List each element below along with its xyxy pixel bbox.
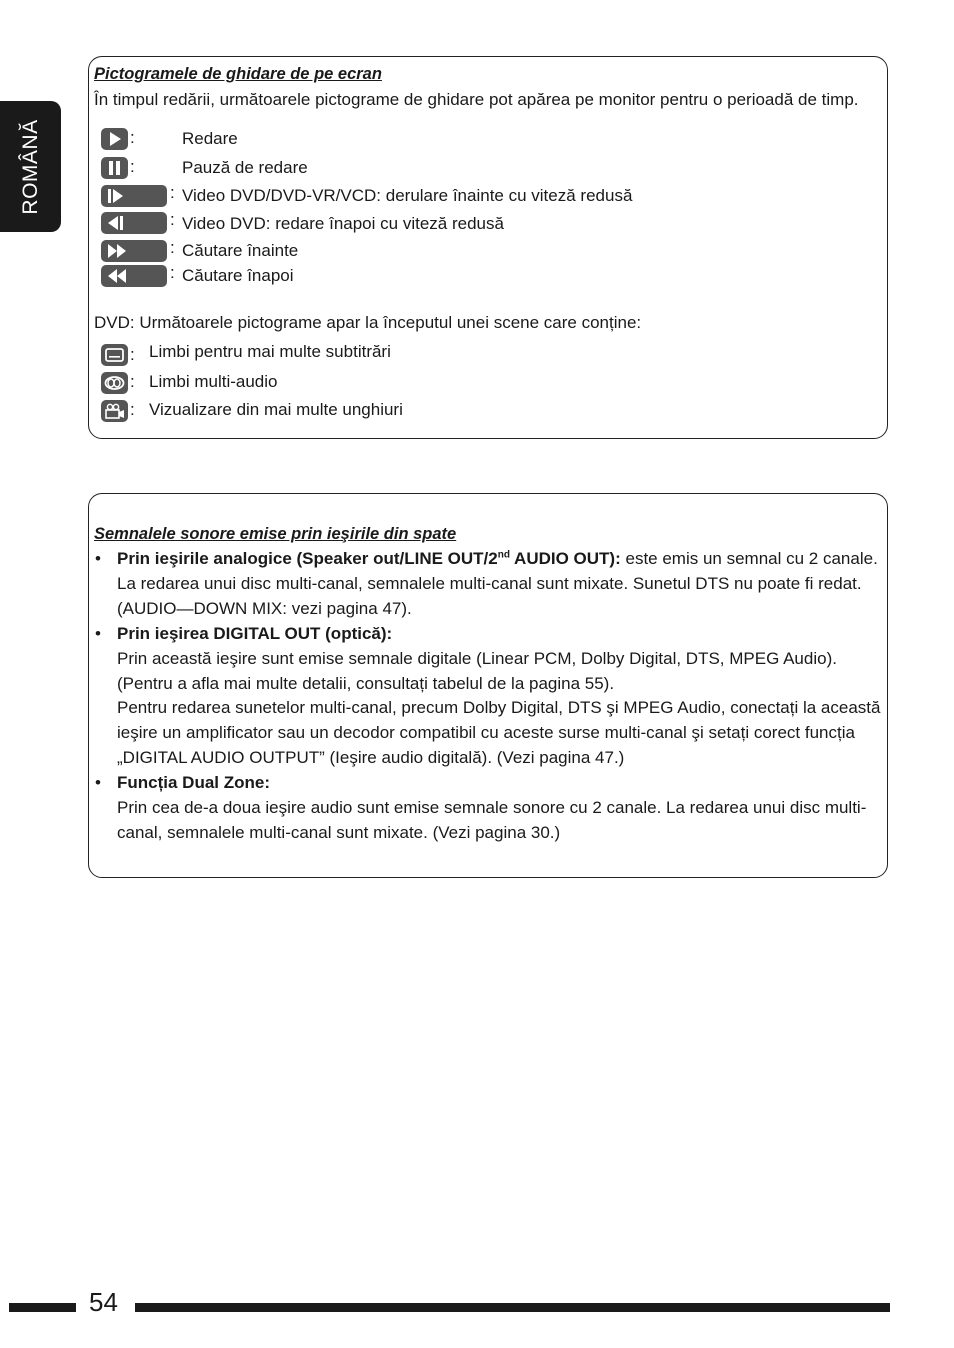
dvd-label: Limbi pentru mai multe subtitrări: [149, 342, 391, 361]
dvd-label: Limbi multi-audio: [149, 372, 278, 391]
item-text: Pentru redarea sunetelor multi-canal, precum Dolby Digital, DTS şi MPEG Audio, conectați la această ieşire un amplificator sau un decodor compatibil cu aceste surse multi-canal şi setați corect funcția „DIGITAL AUDIO OUTPUT” (Ieşire audio digitală). (Vezi pagina 47.): [117, 698, 881, 768]
slow-forward-icon: [101, 185, 167, 207]
item-text: Prin cea de-a doua ieşire audio sunt emise semnale sonore cu 2 canale. La redarea unui disc multi-canal, semnalele multi-canal sunt mixate. (Vezi pagina 30.): [117, 798, 867, 842]
page-number: 54: [89, 1287, 118, 1317]
list-item: • Prin ieşirea DIGITAL OUT (optică): Prin această ieşire sunt emise semnale digitale (Linear PCM, Dolby Digital, DTS, MPEG Audio). (Pentru a afla mai multe detalii, consultați tabelul de la pagina 55). Pentru redarea sunetelor multi-canal, precum Dolby Digital, DTS şi MPEG Audio, conectați la această ieşire un amplificator sau un decodor compatibil cu aceste surse multi-canal şi setați corect funcția „DIGITAL AUDIO OUTPUT” (Ieşire audio digitală). (Vezi pagina 47.): [95, 622, 885, 771]
multi-audio-icon: [101, 372, 128, 394]
item-title: Funcția Dual Zone:: [117, 773, 270, 793]
guide-label: Căutare înainte: [182, 241, 299, 260]
guide-label: Căutare înapoi: [182, 266, 294, 285]
language-tab-label: ROMÂNĂ: [18, 118, 42, 215]
subtitle-icon: [101, 344, 128, 366]
section-heading: Semnalele sonore emise prin ieşirile din spate: [94, 525, 457, 543]
slow-reverse-icon: [101, 212, 167, 234]
item-title: Prin ieşirea DIGITAL OUT (optică):: [117, 623, 393, 643]
dvd-intro: DVD: Următoarele pictograme apar la începutul unei scene care conține:: [94, 313, 642, 332]
item-title: Prin ieşirile analogice (Speaker out/LINE OUT/2: [117, 549, 498, 568]
list-item: • Prin ieşirile analogice (Speaker out/LINE OUT/2nd AUDIO OUT): este emis un semnal cu 2 canale. La redarea unui disc multi-canal, semnalele multi-canal sunt mixate. Sunetul DTS nu poate fi redat. (AUDIO—DOWN MIX: vezi pagina 47).: [95, 549, 878, 618]
guide-label: Pauză de redare: [182, 158, 308, 177]
footer-rule-left: [9, 1303, 76, 1312]
guide-icons-box: Pictogramele de ghidare de pe ecran În timpul redării, următoarele pictograme de ghidare pot apărea pe monitor pentru o perioadă de timp. : Redare : Pauză de redare : Video DVD/DVD-VR/VCD: derulare înainte cu viteză redusă : Video DVD: redare înapoi cu viteză redusă : Căutare înainte : Căutare înapoi DVD: Următoarele pictograme apar la începutul unei scene care conține: : Limbi pentru mai multe subtitrări : Limbi multi-audio : Vizualizare din mai multe unghiuri: [88, 56, 888, 439]
bullet-list: [95, 547, 885, 846]
fast-reverse-icon: [101, 265, 167, 287]
guide-label: Video DVD: redare înapoi cu viteză redusă: [182, 214, 504, 233]
pause-icon: [101, 157, 128, 179]
section-intro: În timpul redării, următoarele pictograme de ghidare pot apărea pe monitor pentru o perioadă de timp.: [94, 90, 859, 109]
play-icon: [101, 128, 128, 150]
audio-outputs-box: [88, 493, 888, 878]
guide-label: Redare: [182, 129, 238, 148]
list-item: • Funcția Dual Zone: Prin cea de-a doua ieşire audio sunt emise semnale sonore cu 2 canale. La redarea unui disc multi-canal, semnalele multi-canal sunt mixate. (Vezi pagina 30.): [95, 771, 885, 846]
dvd-label: Vizualizare din mai multe unghiuri: [149, 400, 403, 419]
section-heading: Pictogramele de ghidare de pe ecran: [94, 65, 382, 83]
item-text: este emis un semnal cu 2 canale. La redarea unui disc multi-canal, semnalele multi-canal sunt mixate. Sunetul DTS nu poate fi redat. (AUDIO—DOWN MIX: vezi pagina 47).: [117, 549, 878, 618]
fast-forward-icon: [101, 240, 167, 262]
item-text: Prin această ieşire sunt emise semnale digitale (Linear PCM, Dolby Digital, DTS, MPEG Audio). (Pentru a afla mai multe detalii, consultați tabelul de la pagina 55).: [117, 648, 837, 693]
language-tab: [0, 101, 61, 232]
guide-label: Video DVD/DVD-VR/VCD: derulare înainte cu viteză redusă: [182, 186, 633, 205]
multi-angle-icon: [101, 400, 128, 422]
footer-rule-right: [135, 1303, 890, 1312]
